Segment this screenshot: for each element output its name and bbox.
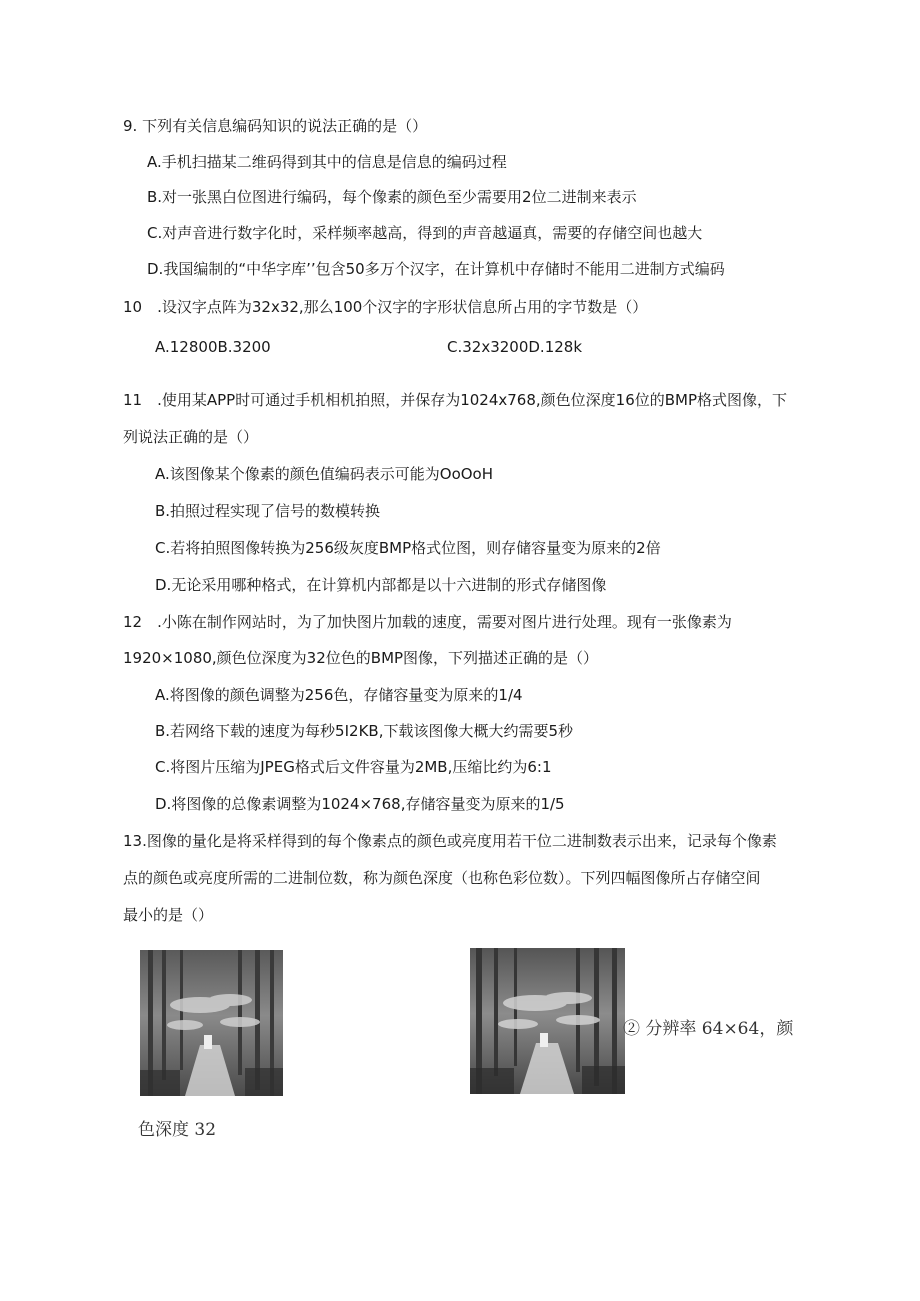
q9-option-b: B.对一张黑白位图进行编码，每个像素的颜色至少需要用2位二进制来表示 — [147, 188, 637, 206]
q13-stem-line3: 最小的是（） — [123, 906, 214, 924]
q12-option-a: A.将图像的颜色调整为256色，存储容量变为原来的1/4 — [155, 686, 523, 704]
q10-options-cd: C.32x3200D.128k — [447, 338, 583, 356]
q11-stem-line2: 列说法正确的是（） — [123, 428, 259, 446]
q11-option-b: B.拍照过程实现了信号的数模转换 — [155, 502, 381, 520]
image-2-caption: ② 分辨率 64×64，颜 — [623, 1019, 794, 1039]
q11-option-c: C.若将拍照图像转换为256级灰度BMP格式位图，则存储容量变为原来的2倍 — [155, 539, 661, 557]
q11-stem-line1: 11 .使用某APP时可通过手机相机拍照，并保存为1024x768,颜色位深度16位的BMP格式图像，下 — [123, 391, 788, 409]
q9-stem: 9. 下列有关信息编码知识的说法正确的是（） — [123, 117, 428, 135]
q11-option-d: D.无论采用哪种格式，在计算机内部都是以十六进制的形式存储图像 — [155, 576, 607, 594]
q12-option-b: B.若网络下载的速度为每秒5I2KB,下载该图像大概大约需要5秒 — [155, 722, 574, 740]
image-1-caption: 色深度 32 — [138, 1120, 217, 1140]
q12-option-c: C.将图片压缩为JPEG格式后文件容量为2MB,压缩比约为6:1 — [155, 758, 552, 776]
forest-image-1 — [140, 950, 283, 1096]
q11-option-a: A.该图像某个像素的颜色值编码表示可能为OoOoH — [155, 465, 494, 483]
forest-image-2 — [470, 948, 625, 1094]
q10-stem: 10 .设汉字点阵为32x32,那么100个汉字的字形状信息所占用的字节数是（） — [123, 298, 648, 316]
q12-stem-line1: 12 .小陈在制作网站时，为了加快图片加载的速度，需要对图片进行处理。现有一张像素为 — [123, 613, 732, 631]
q13-stem-line2: 点的颜色或亮度所需的二进制位数，称为颜色深度（也称色彩位数）。下列四幅图像所占存储空间 — [123, 869, 761, 887]
q12-stem-line2: 1920×1080,颜色位深度为32位色的BMP图像，下列描述正确的是（） — [123, 649, 599, 667]
q12-option-d: D.将图像的总像素调整为1024×768,存储容量变为原来的1/5 — [155, 795, 565, 813]
q9-option-a: A.手机扫描某二维码得到其中的信息是信息的编码过程 — [147, 153, 507, 171]
q9-option-d: D.我国编制的“中华字库’’包含50多万个汉字，在计算机中存储时不能用二进制方式编码 — [147, 260, 725, 278]
q9-option-c: C.对声音进行数字化时，采样频率越高，得到的声音越逼真，需要的存储空间也越大 — [147, 224, 703, 242]
q10-options-ab: A.12800B.3200 — [155, 338, 271, 356]
q13-stem-line1: 13.图像的量化是将采样得到的每个像素点的颜色或亮度用若干位二进制数表示出来，记录每个像素 — [123, 832, 777, 850]
